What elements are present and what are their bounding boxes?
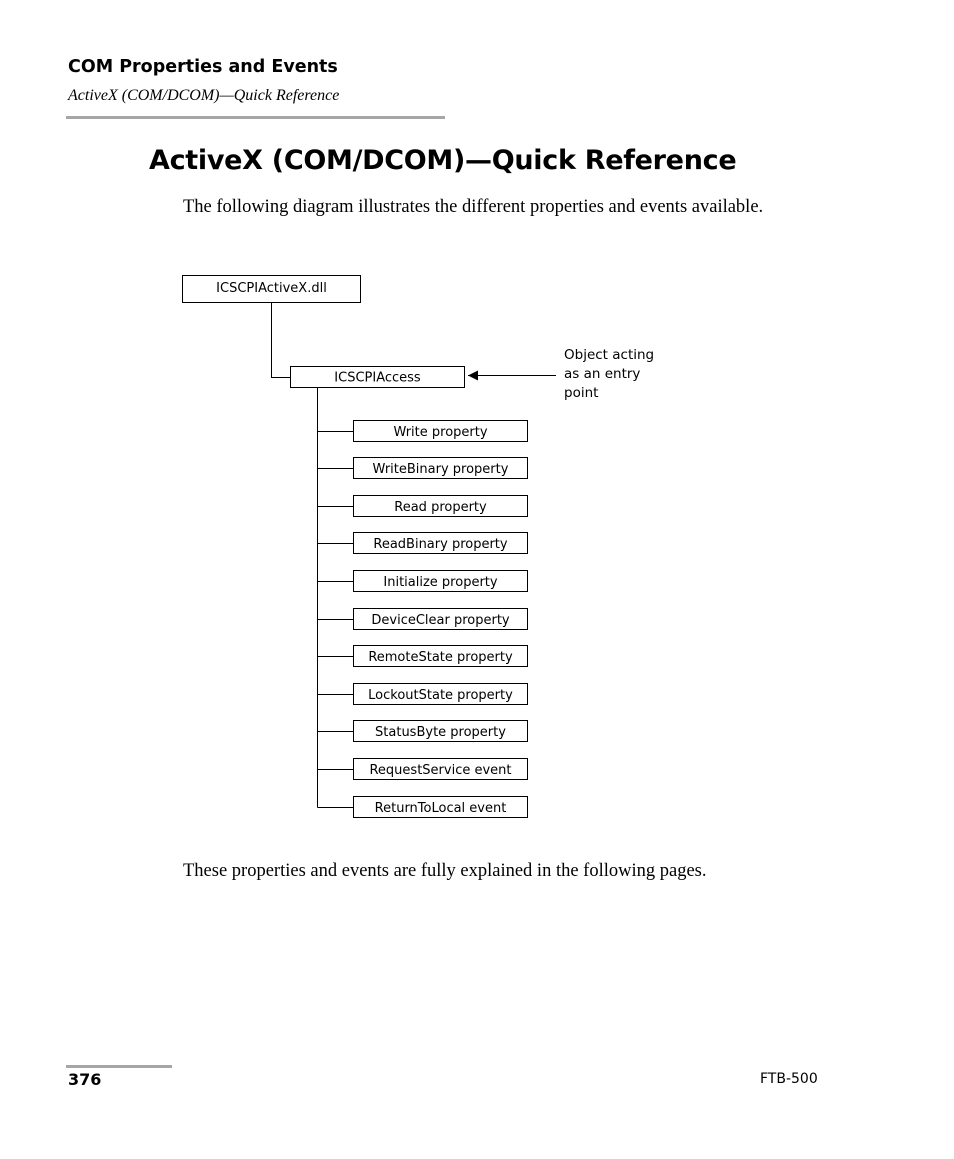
entry-note-line: as an entry	[564, 366, 641, 382]
member-label: WriteBinary property	[372, 462, 509, 477]
member-node	[318, 721, 528, 742]
member-label: ReadBinary property	[373, 537, 508, 552]
document-id: FTB-500	[760, 1071, 818, 1087]
member-label: Initialize property	[383, 575, 498, 590]
member-node	[318, 684, 528, 705]
diagram-entry-node	[291, 367, 465, 388]
member-node	[318, 646, 528, 667]
diagram-root-label: ICSCPIActiveX.dll	[216, 281, 327, 296]
member-label: Write property	[393, 425, 488, 440]
page-number: 376	[68, 1070, 102, 1089]
member-node	[318, 496, 528, 517]
member-node	[318, 797, 528, 818]
intro-paragraph: The following diagram illustrates the different properties and events available.	[183, 197, 764, 217]
outro-paragraph: These properties and events are fully explained in the following pages.	[183, 861, 707, 881]
footer-rule	[66, 1065, 172, 1068]
member-node	[318, 759, 528, 780]
running-header-title: COM Properties and Events	[68, 57, 338, 77]
member-label: RemoteState property	[368, 650, 513, 665]
running-header-subtitle: ActiveX (COM/DCOM)—Quick Reference	[68, 87, 340, 104]
entry-note-line: Object acting	[564, 347, 655, 363]
member-label: LockoutState property	[368, 688, 513, 703]
page-title: ActiveX (COM/DCOM)—Quick Reference	[149, 145, 737, 176]
diagram-entry-label: ICSCPIAccess	[334, 370, 421, 386]
member-node	[318, 609, 528, 630]
root-to-entry-connector	[272, 303, 291, 378]
member-node	[318, 421, 528, 442]
member-label: StatusByte property	[375, 725, 506, 740]
entry-note	[564, 347, 658, 401]
member-node	[318, 533, 528, 554]
member-label: ReturnToLocal event	[374, 801, 507, 816]
member-label: RequestService event	[369, 763, 512, 778]
member-label: Read property	[394, 500, 487, 515]
diagram-root-node	[183, 276, 361, 303]
member-node	[318, 571, 528, 592]
member-node	[318, 458, 528, 479]
entry-note-line: point	[564, 385, 599, 401]
member-label: DeviceClear property	[371, 613, 510, 628]
